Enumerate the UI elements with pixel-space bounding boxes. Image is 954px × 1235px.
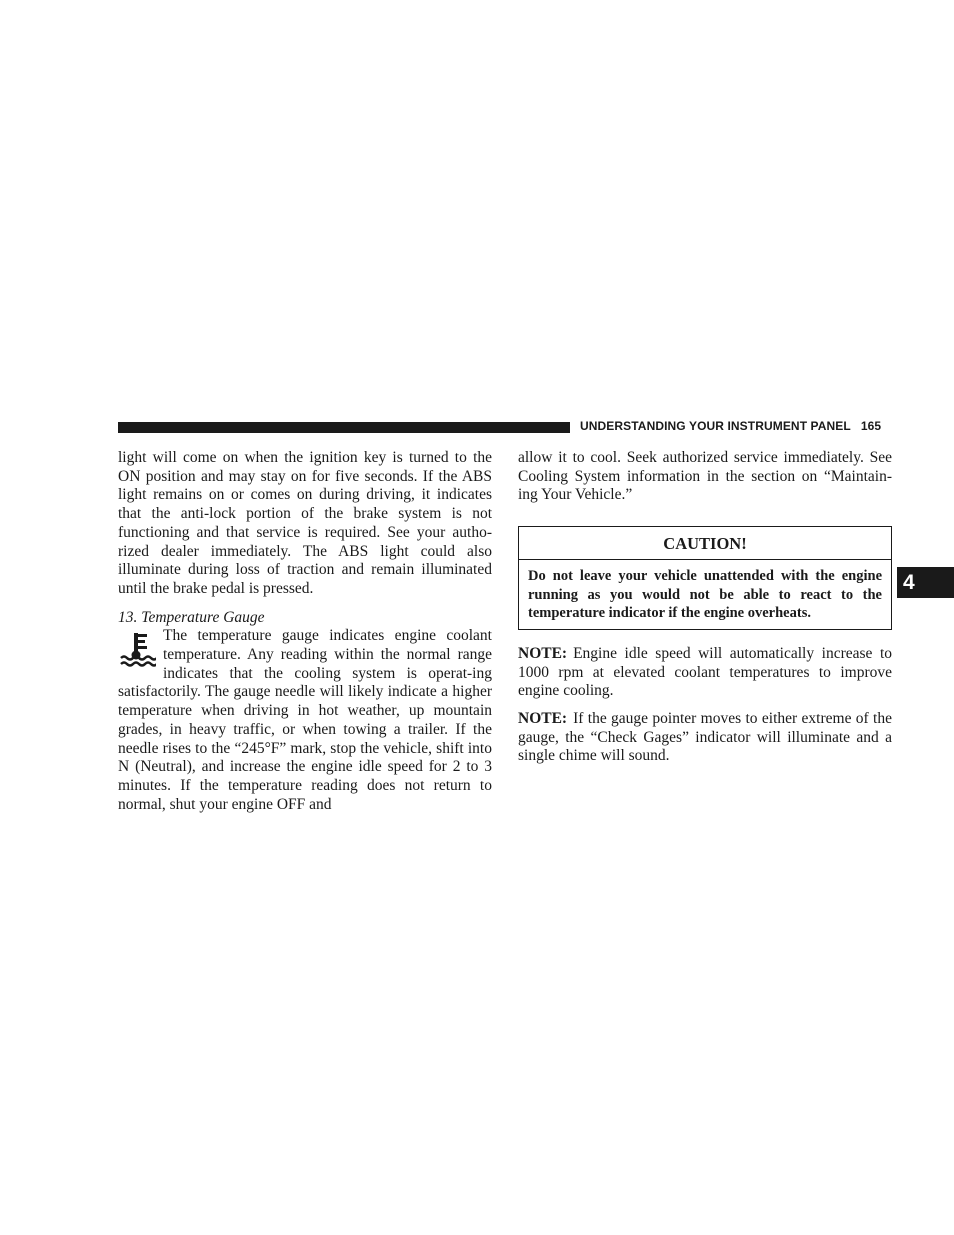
note — [518, 710, 892, 766]
body-paragraph: allow it to cool. Seek authorized service immediately. See Cooling System information in the section on “Maintain-ing Your Vehicle.” — [518, 449, 892, 504]
note-text: Engine idle speed will automatically increase to 1000 rpm at elevated coolant temperatures to improve engine cooling. — [518, 644, 892, 700]
chapter-tab: 4 — [897, 567, 954, 598]
left-column — [118, 449, 492, 814]
section-title: UNDERSTANDING YOUR INSTRUMENT PANEL — [580, 419, 851, 433]
note-label: NOTE: — [518, 710, 568, 728]
header-rule — [118, 422, 570, 433]
note-text: If the gauge pointer moves to either extreme of the gauge, the “Check Gages” indicator will illuminate and a single chime will sound. — [518, 710, 892, 765]
caution-box — [518, 526, 892, 630]
section-subheading: 13. Temperature Gauge — [118, 608, 265, 626]
caution-body: Do not leave your vehicle unattended with the engine running as you would not be able to react to the temperature indicator if the engine overheats. — [528, 567, 882, 622]
body-paragraph: The temperature gauge indicates engine coolant temperature. Any reading within the normal range indicates that the cooling system is operat-ing satisfactorily. The gauge needle will likely indicate a higher temperature when driving in hot weather, up mountain grades, in heavy traffic, or when towing a trailer. If the needle rises to the “245°F” mark, stop the vehicle, shift into N (Neutral), and increase the engine idle speed for 2 to 3 minutes. If the temperature reading does not return to normal, shut your engine OFF and — [118, 627, 492, 813]
page-number: 165 — [860, 419, 882, 433]
running-header — [580, 419, 881, 433]
right-column — [518, 449, 892, 775]
body-paragraph: light will come on when the ignition key is turned to the ON position and may stay on for five seconds. If the ABS light remains on or comes on during driving, it indicates that the anti-lock portion of the brake system is not functioning and that service is required. See your autho-rized dealer immediately. The ABS light could also illuminate during loss of traction and remain illuminated until the brake pedal is pressed. — [118, 449, 492, 597]
coolant-temperature-icon — [118, 631, 156, 667]
note-label: NOTE: — [518, 644, 568, 662]
caution-title: CAUTION! — [519, 527, 891, 560]
note — [518, 645, 892, 701]
